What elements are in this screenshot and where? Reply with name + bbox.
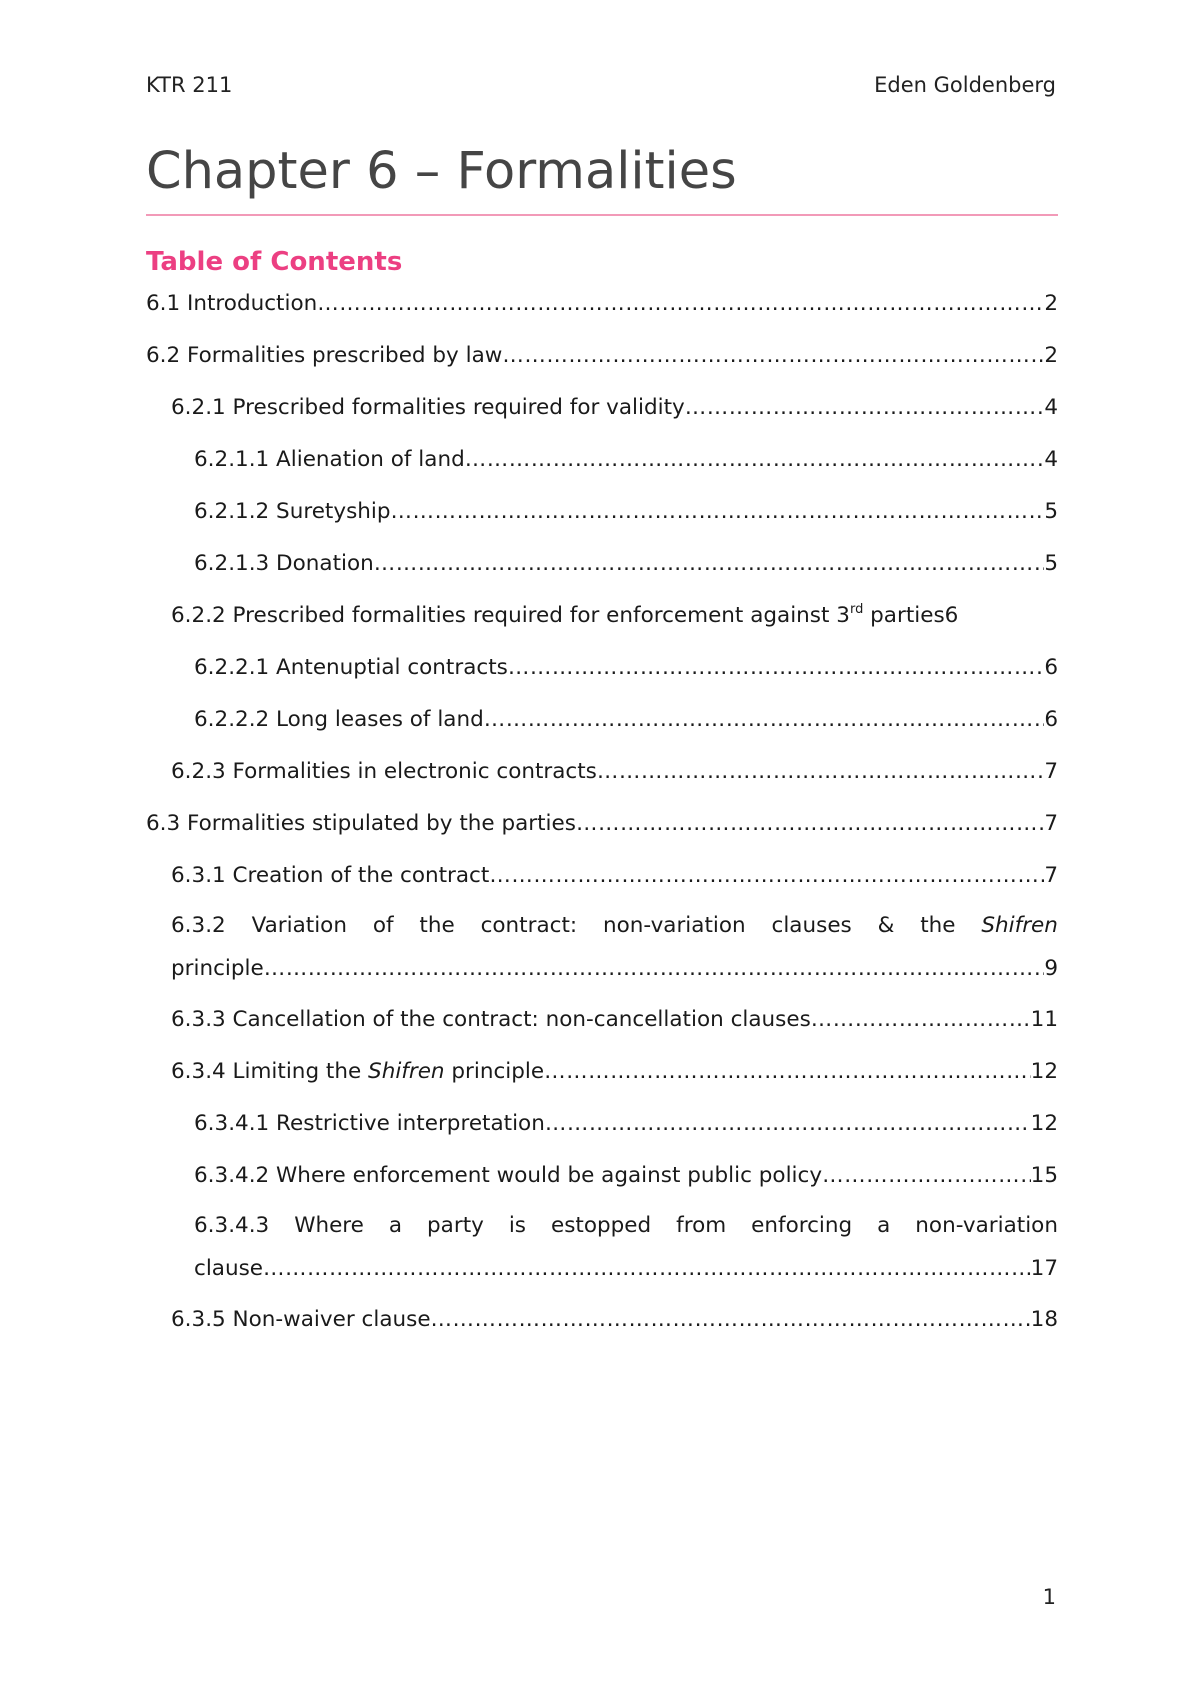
toc-entry[interactable] (194, 438, 1058, 481)
toc-entry[interactable] (171, 904, 1058, 990)
toc-label-text: parties (863, 603, 945, 628)
toc-word: estopped (550, 1213, 652, 1238)
case-name-italic: Shifren (981, 913, 1058, 938)
toc-word: of (372, 913, 394, 938)
toc-word: clauses (771, 913, 852, 938)
toc-word: enforcing (751, 1213, 853, 1238)
toc-entry-label: 6.3.1 Creation of the contract (171, 863, 490, 888)
toc-entry-label: 6.3.3 Cancellation of the contract: non-cancellation clauses (171, 1007, 811, 1032)
dot-leader (822, 1154, 1031, 1197)
toc-entry-page: 5 (1044, 499, 1058, 524)
toc-label-text: principle (444, 1059, 545, 1084)
toc-entry-page: 2 (1044, 291, 1058, 316)
toc-label-text: 6.2.2 Prescribed formalities required for enforcement against 3 (171, 603, 850, 628)
dot-leader (264, 947, 1045, 990)
toc-entry-label: 6.3.4.2 Where enforcement would be against public policy (194, 1163, 823, 1188)
toc-entry-page: 4 (1044, 447, 1058, 472)
toc-entry-page: 2 (1044, 343, 1058, 368)
header-course-code: KTR 211 (146, 73, 233, 97)
toc-word: the (419, 913, 455, 938)
dot-leader (508, 646, 1044, 689)
title-underline (146, 214, 1058, 216)
toc-word: is (508, 1213, 527, 1238)
toc-word: 6.3.2 (171, 913, 226, 938)
toc-entry[interactable] (194, 698, 1058, 741)
toc-entry[interactable] (194, 646, 1058, 689)
toc-entry[interactable] (194, 1204, 1058, 1290)
dot-leader (317, 282, 1044, 325)
toc-entry[interactable] (146, 802, 1058, 845)
toc-entry[interactable] (171, 1298, 1058, 1341)
dot-leader (502, 334, 1044, 377)
toc-entry-label: 6.3.4.1 Restrictive interpretation (194, 1111, 545, 1136)
ordinal-superscript: rd (849, 602, 864, 617)
dot-leader (597, 750, 1044, 793)
toc-word: party (427, 1213, 484, 1238)
toc-entry[interactable] (194, 542, 1058, 585)
toc-entry[interactable] (171, 750, 1058, 793)
toc-entry-continuation (171, 947, 1058, 990)
toc-entry-page: 15 (1030, 1163, 1058, 1188)
toc-entry-page: 9 (1044, 956, 1058, 981)
toc-word: from (676, 1213, 727, 1238)
dot-leader (811, 998, 1031, 1041)
toc-entry[interactable] (194, 1154, 1058, 1197)
toc-entry-page: 11 (1030, 1007, 1058, 1032)
case-name-italic: Shifren (368, 1059, 445, 1084)
dot-leader (465, 438, 1045, 481)
toc-word: a (388, 1213, 403, 1238)
toc-entry-label (171, 904, 1058, 947)
toc-entry-page: 4 (1044, 395, 1058, 420)
toc-entry[interactable] (146, 282, 1058, 325)
toc-entry-label: 6.2 Formalities prescribed by law (146, 343, 503, 368)
header-author: Eden Goldenberg (874, 73, 1056, 97)
toc-entry-page: 7 (1044, 811, 1058, 836)
toc-word: & (877, 913, 895, 938)
toc-entry-page: 5 (1044, 551, 1058, 576)
toc-entry-label (171, 594, 945, 637)
dot-leader (391, 490, 1045, 533)
toc-entry-page: 12 (1030, 1059, 1058, 1084)
dot-leader (431, 1298, 1031, 1341)
toc-word: a (877, 1213, 891, 1238)
toc-entry[interactable] (171, 1050, 1058, 1093)
dot-leader (263, 1247, 1031, 1290)
toc-entry-page: 6 (1044, 655, 1058, 680)
toc-entry-label: 6.2.2.1 Antenuptial contracts (194, 655, 508, 680)
page-number: 1 (1042, 1585, 1056, 1609)
toc-word: 6.3.4.3 (194, 1213, 270, 1238)
toc-entry-label (171, 1050, 544, 1093)
toc-entry-label: 6.2.1.1 Alienation of land (194, 447, 465, 472)
toc-entry-label: 6.2.2.2 Long leases of land (194, 707, 484, 732)
toc-word: non-variation (915, 1213, 1058, 1238)
toc-entry-label: 6.2.1 Prescribed formalities required for validity (171, 395, 685, 420)
toc-entry[interactable] (171, 854, 1058, 897)
toc-entry[interactable] (146, 334, 1058, 377)
dot-leader (489, 854, 1044, 897)
dot-leader (545, 1102, 1031, 1145)
toc-word: non-variation (602, 913, 746, 938)
toc-entry-label: principle (171, 956, 264, 981)
dot-leader (576, 802, 1044, 845)
toc-entry[interactable] (171, 386, 1058, 429)
toc-entry-label (194, 1204, 1058, 1247)
toc-entry-label: 6.3.5 Non-waiver clause (171, 1307, 431, 1332)
toc-entry-label: 6.2.1.3 Donation (194, 551, 374, 576)
toc-entry-label: clause (194, 1256, 264, 1281)
toc-entry[interactable] (194, 490, 1058, 533)
toc-entry[interactable] (194, 1102, 1058, 1145)
toc-word: contract: (480, 913, 578, 938)
toc-entry-label: 6.2.3 Formalities in electronic contracts (171, 759, 597, 784)
toc-word: Variation (251, 913, 347, 938)
dot-leader (374, 542, 1045, 585)
toc-entry[interactable] (171, 594, 1058, 637)
toc-heading: Table of Contents (146, 247, 403, 277)
toc-entry-page: 6 (944, 603, 959, 628)
toc-entry[interactable] (171, 998, 1058, 1041)
dot-leader (685, 386, 1045, 429)
toc-entry-page: 18 (1030, 1307, 1058, 1332)
chapter-title: Chapter 6 – Formalities (146, 142, 737, 201)
toc-entry-continuation (194, 1247, 1058, 1290)
toc-word: the (920, 913, 956, 938)
toc-entry-label: 6.3 Formalities stipulated by the parties (146, 811, 576, 836)
toc-entry-page: 6 (1044, 707, 1058, 732)
toc-entry-page: 7 (1044, 863, 1058, 888)
toc-entry-page: 12 (1030, 1111, 1058, 1136)
toc-entry-label: 6.1 Introduction (146, 291, 318, 316)
dot-leader (544, 1050, 1031, 1093)
toc-entry-label: 6.2.1.2 Suretyship (194, 499, 391, 524)
toc-word: Where (294, 1213, 364, 1238)
dot-leader (484, 698, 1045, 741)
toc-entry-page: 7 (1044, 759, 1058, 784)
toc-entry-page: 17 (1030, 1256, 1058, 1281)
toc-label-text: 6.3.4 Limiting the (171, 1059, 369, 1084)
